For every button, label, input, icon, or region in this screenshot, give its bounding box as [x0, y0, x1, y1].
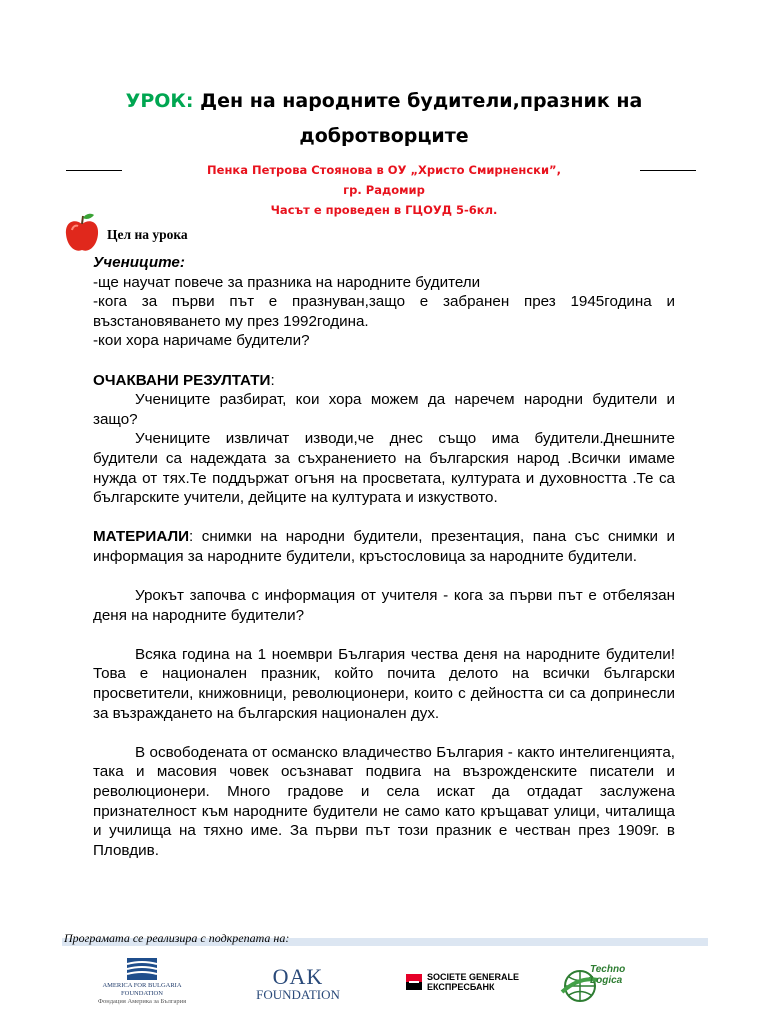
students-line-3: -кои хора наричаме будители? — [93, 332, 310, 350]
students-heading: Учениците: — [93, 254, 185, 271]
america-for-bulgaria-logo — [86, 958, 198, 1008]
oak-foundation-logo — [248, 966, 348, 1002]
america-logo-line-2: FOUNDATION — [121, 990, 163, 997]
america-logo-line-3: Фондация Америка за България — [97, 998, 187, 1005]
societe-generale-mark-icon — [406, 974, 422, 990]
results-heading: ОЧАКВАНИ РЕЗУЛТАТИ — [93, 371, 271, 389]
societe-logo-line-1: SOCIETE GENERALE — [427, 972, 520, 982]
paragraph-intro: Урокът започва с информация от учителя - кога за първи път е отбелязан деня на народните будители? — [93, 587, 675, 624]
author-line-1: Пенка Петрова Стоянова в ОУ „Христо Смирненски”, — [207, 163, 561, 177]
paragraph-history: В освободената от османско владичество България - както интелигенцията, така и масовия човек осъзнават подвига на възрожденските писатели и революционери. Много градове и села искат да отдадат заслужена признателност към народните будители не само като кръщават улици, читалища и училища на тяхно име. За първи път този празник е честван през 1909г. в Пловдив. — [93, 743, 675, 859]
paragraph-november: Всяка година на 1 ноември България чества деня на народните будители! Това е национален празник, който почита делото на всички български просветители, книжовници, революционери, които с дейността си са допринесли за възраждането на българския национален дух. — [93, 645, 675, 722]
oak-logo-line-2: FOUNDATION — [256, 987, 340, 1002]
page-title — [0, 84, 768, 154]
title-line-2: добротворците — [299, 125, 469, 147]
results-paragraph-2: Учениците извличат изводи,че днес също има будители.Днешните будители са надеждата за съхранението на българския народ .Всички имаме нужда от тях.Те поддържат огъня на просветата, културата и духовността .Те са българските учители, дейците на културата и изкуството. — [93, 430, 675, 507]
students-line-1: -ще научат повече за празника на народните будители — [93, 273, 481, 291]
footer-support-text: Програмата се реализира с подкрепата на: — [64, 931, 290, 945]
author-line-2: гр. Радомир — [343, 183, 425, 197]
societe-generale-logo — [406, 972, 536, 994]
author-block — [0, 160, 768, 220]
techno-logica-logo — [560, 962, 630, 1006]
apple-icon — [64, 212, 100, 254]
lesson-label: УРОК: — [125, 90, 194, 112]
materials-heading: МАТЕРИАЛИ — [93, 528, 190, 546]
title-line-1: Ден на народните будители,празник на — [193, 90, 643, 112]
techno-logo-line-1: Techno — [590, 964, 626, 975]
societe-logo-line-2: ЕКСПРЕСБАНК — [427, 982, 495, 992]
techno-logo-line-2: Logica — [590, 975, 623, 986]
lesson-body — [93, 253, 675, 860]
flag-icon — [127, 958, 157, 980]
students-line-2: -кога за първи път е празнуван,защо е забранен през 1945година и възстановяването му през 1992година. — [93, 293, 675, 330]
oak-logo-line-1: OAK — [272, 964, 324, 989]
author-line-3: Часът е проведен в ГЦОУД 5-6кл. — [270, 203, 498, 217]
results-paragraph-1: Учениците разбират, кои хора можем да наречем народни будители и защо? — [93, 391, 675, 428]
results-colon: : — [270, 371, 275, 389]
materials-text: : снимки на народни будители, презентация, пана със снимки и информация за народните будители, кръстословица за народните будители. — [93, 528, 675, 565]
goal-label: Цел на урока — [107, 227, 188, 242]
america-logo-line-1: AMERICA FOR BULGARIA — [102, 982, 182, 989]
